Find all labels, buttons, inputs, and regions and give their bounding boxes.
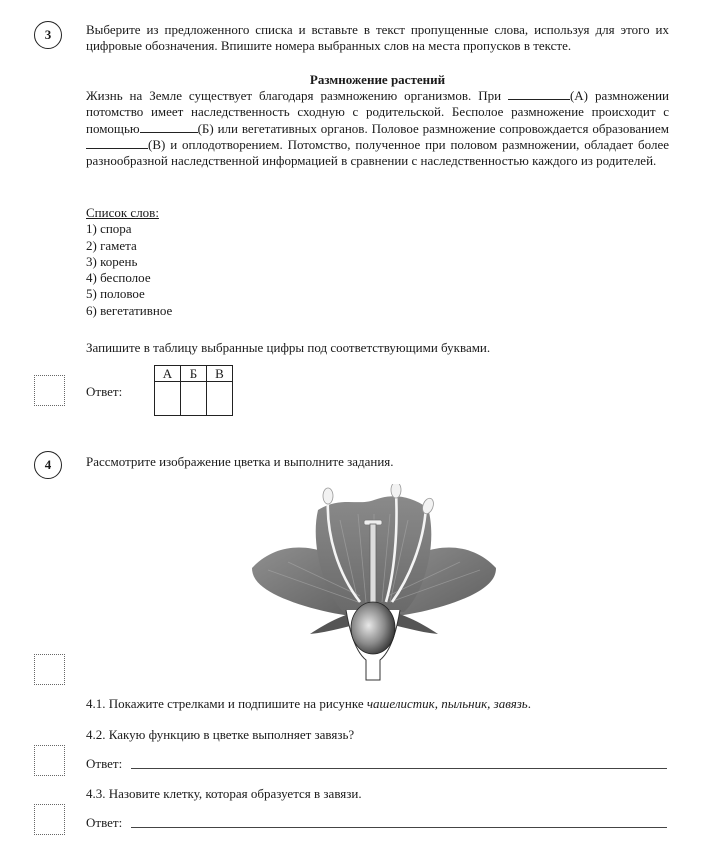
question-4-2: 4.2. Какую функцию в цветке выполняет завязь?: [86, 727, 355, 742]
score-box: [34, 654, 65, 685]
gap-text-part: или вегетативных органов. Половое размножение сопровождается образованием: [213, 120, 669, 136]
flower-illustration: [248, 484, 500, 682]
question-4-3: 4.3. Назовите клетку, которая образуется в завязи.: [86, 786, 362, 801]
question-4-1: [86, 696, 531, 712]
task3-gap-text: [86, 88, 669, 169]
task3-text-title: Размножение растений: [309, 72, 446, 87]
score-box: [34, 745, 65, 776]
task4-instruction: Рассмотрите изображение цветка и выполните задания.: [86, 454, 394, 469]
answer-label: Ответ:: [86, 384, 123, 399]
word-list-item: 1) спора: [86, 221, 132, 237]
question-4-1-terms: чашелистик, пыльник, завязь: [366, 696, 528, 711]
answer-label: Ответ:: [86, 815, 123, 830]
answer-label: Ответ:: [86, 756, 123, 771]
score-box: [34, 804, 65, 835]
task3-instruction: Выберите из предложенного списка и вставьте в текст пропущенные слова, используя для этого их цифровые обозначения. Впишите номера выбранных слов на места пропусков в тексте.: [86, 22, 669, 54]
pistil-style: [370, 524, 376, 604]
word-list-item: 6) вегетативное: [86, 302, 173, 318]
blank-b[interactable]: [140, 121, 198, 133]
answer-line-4-2[interactable]: [131, 768, 667, 769]
gap-text-part: Жизнь на Земле существует благодаря размножению организмов. При: [86, 88, 508, 103]
task-number: 3: [44, 27, 52, 42]
blank-a-label: (А): [569, 88, 589, 103]
answer-line-4-3[interactable]: [131, 827, 667, 828]
word-list-item: 4) бесполое: [86, 270, 151, 286]
question-4-1-text: 4.1. Покажите стрелками и подпишите на рисунке: [86, 696, 367, 711]
word-list-item: 3) корень: [86, 253, 138, 269]
anther: [391, 484, 401, 498]
answer-cell-b[interactable]: [181, 382, 207, 416]
blank-c[interactable]: [86, 137, 148, 149]
answer-cell-c[interactable]: [207, 382, 233, 416]
table-instruction: Запишите в таблицу выбранные цифры под соответствующими буквами.: [86, 340, 491, 355]
ovary: [351, 602, 395, 654]
word-list-title: Список слов:: [86, 205, 159, 220]
anther: [323, 488, 333, 504]
task-number-badge: [34, 21, 62, 49]
answer-cell-a[interactable]: [155, 382, 181, 416]
table-header-c: В: [207, 366, 233, 382]
gap-text-part: и оплодотворением. Потомство, полученное при половом размножении, обладает более разнообразной наследственной информацией в сравнении с наследственностью каждого из родителей.: [86, 136, 669, 169]
question-4-1-suffix: .: [527, 696, 531, 711]
word-list-item: 2) гамета: [86, 237, 137, 253]
word-list: [86, 205, 172, 319]
score-box: [34, 375, 65, 406]
table-header-b: Б: [181, 366, 207, 382]
blank-c-label: (В): [148, 136, 166, 152]
blank-a[interactable]: [508, 88, 570, 100]
gap-text-part: размножении потомство имеет наследственность сходную с родительской. Бесполое размножение происходит с помощью: [86, 88, 669, 136]
table-header-a: А: [155, 366, 181, 382]
task-number: 4: [44, 457, 52, 472]
word-list-item: 5) половое: [86, 286, 145, 302]
answer-table: [154, 365, 233, 416]
task-number-badge: [34, 451, 62, 479]
blank-b-label: (Б): [197, 120, 214, 136]
